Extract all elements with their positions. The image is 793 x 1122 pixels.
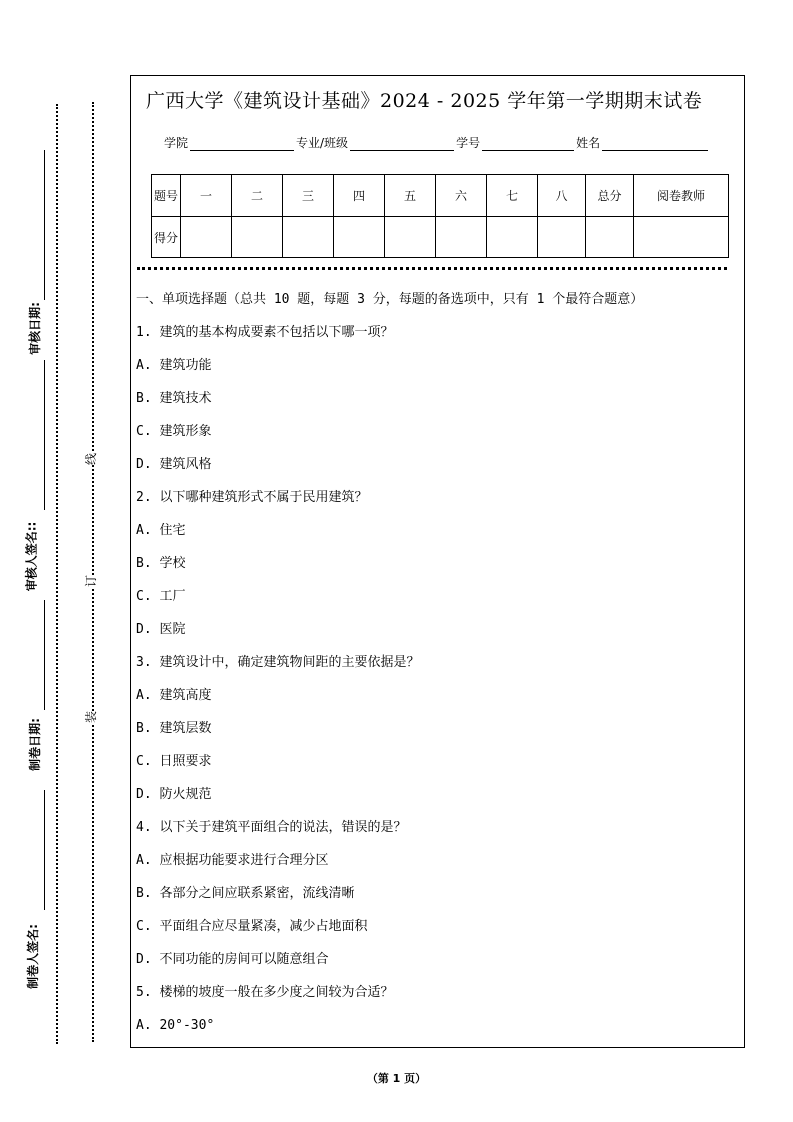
question-line: 3. 建筑设计中，确定建筑物间距的主要依据是？ bbox=[136, 655, 420, 670]
option-line: C. 建筑形象 bbox=[136, 424, 212, 439]
score-cell-8[interactable] bbox=[538, 217, 586, 258]
exam-frame bbox=[130, 75, 745, 1048]
make-date-line bbox=[44, 600, 45, 710]
header-cell-total: 总分 bbox=[586, 175, 634, 217]
question-line: 4. 以下关于建筑平面组合的说法，错误的是？ bbox=[136, 820, 407, 835]
score-cell-2[interactable] bbox=[232, 217, 283, 258]
page-number: （第 1 页） bbox=[366, 1072, 427, 1085]
header-cell-question-no: 题号 bbox=[152, 175, 181, 217]
score-cell-grader[interactable] bbox=[634, 217, 729, 258]
score-cell-7[interactable] bbox=[487, 217, 538, 258]
major-field[interactable] bbox=[350, 138, 454, 151]
option-line: C. 平面组合应尽量紧凑，减少占地面积 bbox=[136, 919, 368, 934]
option-line: B. 建筑技术 bbox=[136, 391, 212, 406]
option-line: A. 应根据功能要求进行合理分区 bbox=[136, 853, 329, 868]
name-field[interactable] bbox=[602, 138, 708, 151]
score-table-score-row bbox=[152, 217, 729, 258]
binding-char-mount: 装 bbox=[84, 710, 99, 724]
binding-dotted-line-outer bbox=[56, 104, 58, 1044]
score-row-label: 得分 bbox=[152, 217, 181, 258]
reviewer-sign-label: 审核人签名:: bbox=[24, 521, 39, 592]
option-line: A. 建筑高度 bbox=[136, 688, 212, 703]
score-cell-3[interactable] bbox=[283, 217, 334, 258]
option-line: C. 日照要求 bbox=[136, 754, 212, 769]
header-cell-4: 四 bbox=[334, 175, 385, 217]
option-line: D. 建筑风格 bbox=[136, 457, 212, 472]
maker-sign-label: 制卷人签名: bbox=[25, 924, 40, 989]
header-cell-1: 一 bbox=[181, 175, 232, 217]
header-cell-7: 七 bbox=[487, 175, 538, 217]
review-date-label: 审核日期: bbox=[27, 302, 42, 355]
option-line: B. 各部分之间应联系紧密，流线清晰 bbox=[136, 886, 355, 901]
option-line: D. 医院 bbox=[136, 622, 186, 637]
option-line: D. 防火规范 bbox=[136, 787, 212, 802]
student-id-label: 学号 bbox=[456, 136, 481, 150]
binding-char-order: 订 bbox=[84, 574, 99, 588]
exam-title: 广西大学《建筑设计基础》2024 - 2025 学年第一学期期末试卷 bbox=[146, 90, 703, 112]
option-line: B. 建筑层数 bbox=[136, 721, 212, 736]
option-line: A. 20°-30° bbox=[136, 1018, 215, 1033]
binding-char-line: 线 bbox=[84, 452, 99, 466]
score-cell-5[interactable] bbox=[385, 217, 436, 258]
student-id-field[interactable] bbox=[482, 138, 574, 151]
score-table-header-row bbox=[152, 175, 729, 217]
option-line: A. 住宅 bbox=[136, 523, 186, 538]
header-cell-grader: 阅卷教师 bbox=[634, 175, 729, 217]
name-label: 姓名 bbox=[576, 136, 601, 150]
header-cell-3: 三 bbox=[283, 175, 334, 217]
header-cell-2: 二 bbox=[232, 175, 283, 217]
header-cell-6: 六 bbox=[436, 175, 487, 217]
header-cell-8: 八 bbox=[538, 175, 586, 217]
option-line: A. 建筑功能 bbox=[136, 358, 212, 373]
college-label: 学院 bbox=[164, 136, 189, 150]
reviewer-sign-line bbox=[44, 360, 45, 510]
dotted-separator bbox=[137, 267, 727, 270]
major-label: 专业/班级 bbox=[296, 136, 349, 150]
maker-sign-line bbox=[44, 790, 45, 910]
option-line: C. 工厂 bbox=[136, 589, 186, 604]
question-content bbox=[136, 290, 643, 1049]
question-line: 5. 楼梯的坡度一般在多少度之间较为合适？ bbox=[136, 985, 394, 1000]
option-line: B. 学校 bbox=[136, 556, 186, 571]
score-cell-4[interactable] bbox=[334, 217, 385, 258]
question-line: 1. 建筑的基本构成要素不包括以下哪一项？ bbox=[136, 325, 394, 340]
score-cell-total[interactable] bbox=[586, 217, 634, 258]
review-date-line bbox=[44, 150, 45, 300]
binding-dotted-line-inner bbox=[92, 102, 94, 1042]
score-cell-1[interactable] bbox=[181, 217, 232, 258]
student-info-row bbox=[164, 134, 710, 151]
header-cell-5: 五 bbox=[385, 175, 436, 217]
make-date-label: 制卷日期: bbox=[27, 718, 42, 771]
score-table bbox=[151, 174, 729, 258]
question-line: 2. 以下哪种建筑形式不属于民用建筑？ bbox=[136, 490, 368, 505]
score-cell-6[interactable] bbox=[436, 217, 487, 258]
option-line: D. 不同功能的房间可以随意组合 bbox=[136, 952, 329, 967]
section-heading: 一、单项选择题（总共 10 题，每题 3 分，每题的备选项中，只有 1 个最符合题意） bbox=[136, 292, 644, 307]
college-field[interactable] bbox=[190, 138, 294, 151]
